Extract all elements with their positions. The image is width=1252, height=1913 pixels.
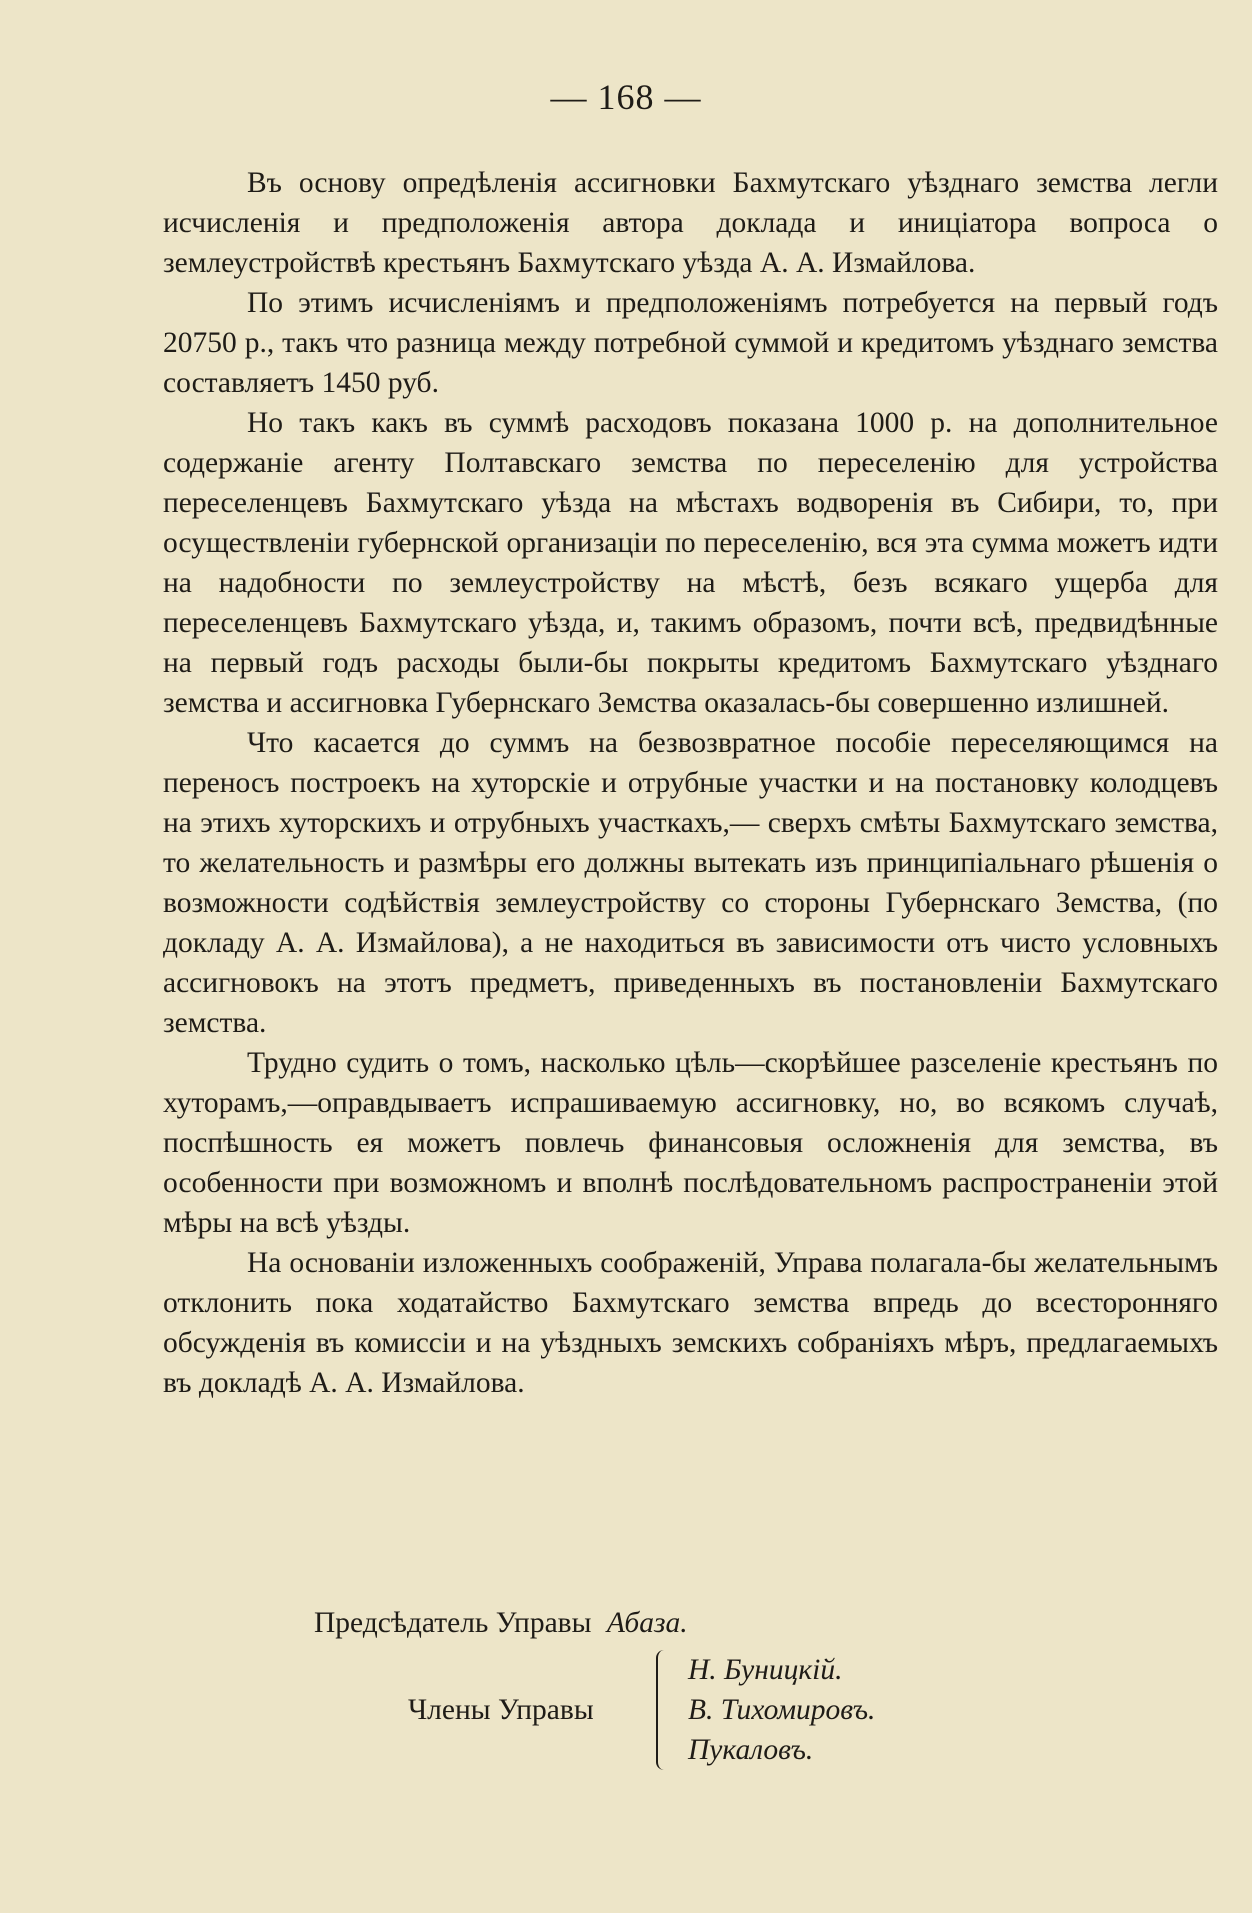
body-text <box>163 163 1218 1403</box>
paragraph: Но такъ какъ въ суммѣ расходовъ показана 1000 р. на дополнительное содержаніе агенту Полтавскаго земства по переселенію для устройства переселенцевъ Бахмутскаго уѣзда на мѣстахъ водворенія въ Сибири, то, при осуществленіи губернской организаціи по переселенію, вся эта сумма можетъ идти на надобности по землеустройству на мѣстѣ, безъ всякаго ущерба для переселенцевъ Бахмутскаго уѣзда, и, такимъ образомъ, почти всѣ, предвидѣнные на первый годъ расходы были-бы покрыты кредитомъ Бахмутскаго уѣзднаго земства и ассигновка Губернскаго Земства оказалась-бы совершенно излишней. <box>163 407 1218 719</box>
member-list <box>688 1650 875 1770</box>
chairman-label: Предсѣдатель Управы <box>314 1607 592 1639</box>
paragraph: Трудно судить о томъ, насколько цѣль—скорѣйшее разселеніе крестьянъ по хуторамъ,—оправдываетъ испрашиваемую ассигновку, но, во всякомъ случаѣ, поспѣшность ея можетъ повлечь финансовыя осложненія для земства, въ особенности при возможномъ и вполнѣ послѣдовательномъ распространеніи этой мѣры на всѣ уѣзды. <box>163 1047 1218 1239</box>
paragraph: По этимъ исчисленіямъ и предположеніямъ потребуется на первый годъ 20750 р., такъ что разница между потребной суммой и кредитомъ уѣзднаго земства составляетъ 1450 руб. <box>163 287 1218 399</box>
member-name: В. Тихомировъ. <box>688 1694 876 1726</box>
page-number: — 168 — <box>550 77 702 117</box>
paragraph: Что касается до суммъ на безвозвратное пособіе переселяющимся на переносъ построекъ на хуторскіе и отрубные участки и на постановку колодцевъ на этихъ хуторскихъ и отрубныхъ участкахъ,— сверхъ смѣты Бахмутскаго земства, то желательность и размѣры его должны вытекать изъ принципіальнаго рѣшенія о возможности содѣйствія землеустройству со стороны Губернскаго Земства, (по докладу А. А. Измайлова), а не находиться въ зависимости отъ чисто условныхъ ассигновокъ на этотъ предметъ, приведенныхъ въ постановленіи Бахмутскаго земства. <box>163 727 1218 1039</box>
members-label: Члены Управы <box>408 1694 594 1726</box>
member-name: Н. Буницкій. <box>688 1654 843 1686</box>
brace-divider <box>656 1650 672 1770</box>
paragraph: Въ основу опредѣленія ассигновки Бахмутскаго уѣзднаго земства легли исчисленія и предположенія автора доклада и иниціатора вопроса о землеустройствѣ крестьянъ Бахмутскаго уѣзда А. А. Измайлова. <box>163 167 1218 279</box>
member-name: Пукаловъ. <box>688 1734 814 1766</box>
paragraph: На основаніи изложенныхъ соображеній, Управа полагала-бы желательнымъ отклонить пока ходатайство Бахмутскаго земства впредь до всесторонняго обсужденія въ комиссіи и на уѣздныхъ земскихъ собраніяхъ мѣръ, предлагаемыхъ въ докладѣ А. А. Измайлова. <box>163 1247 1218 1399</box>
chairman-name: Абаза. <box>606 1607 688 1639</box>
chairman-signature <box>314 1603 688 1643</box>
